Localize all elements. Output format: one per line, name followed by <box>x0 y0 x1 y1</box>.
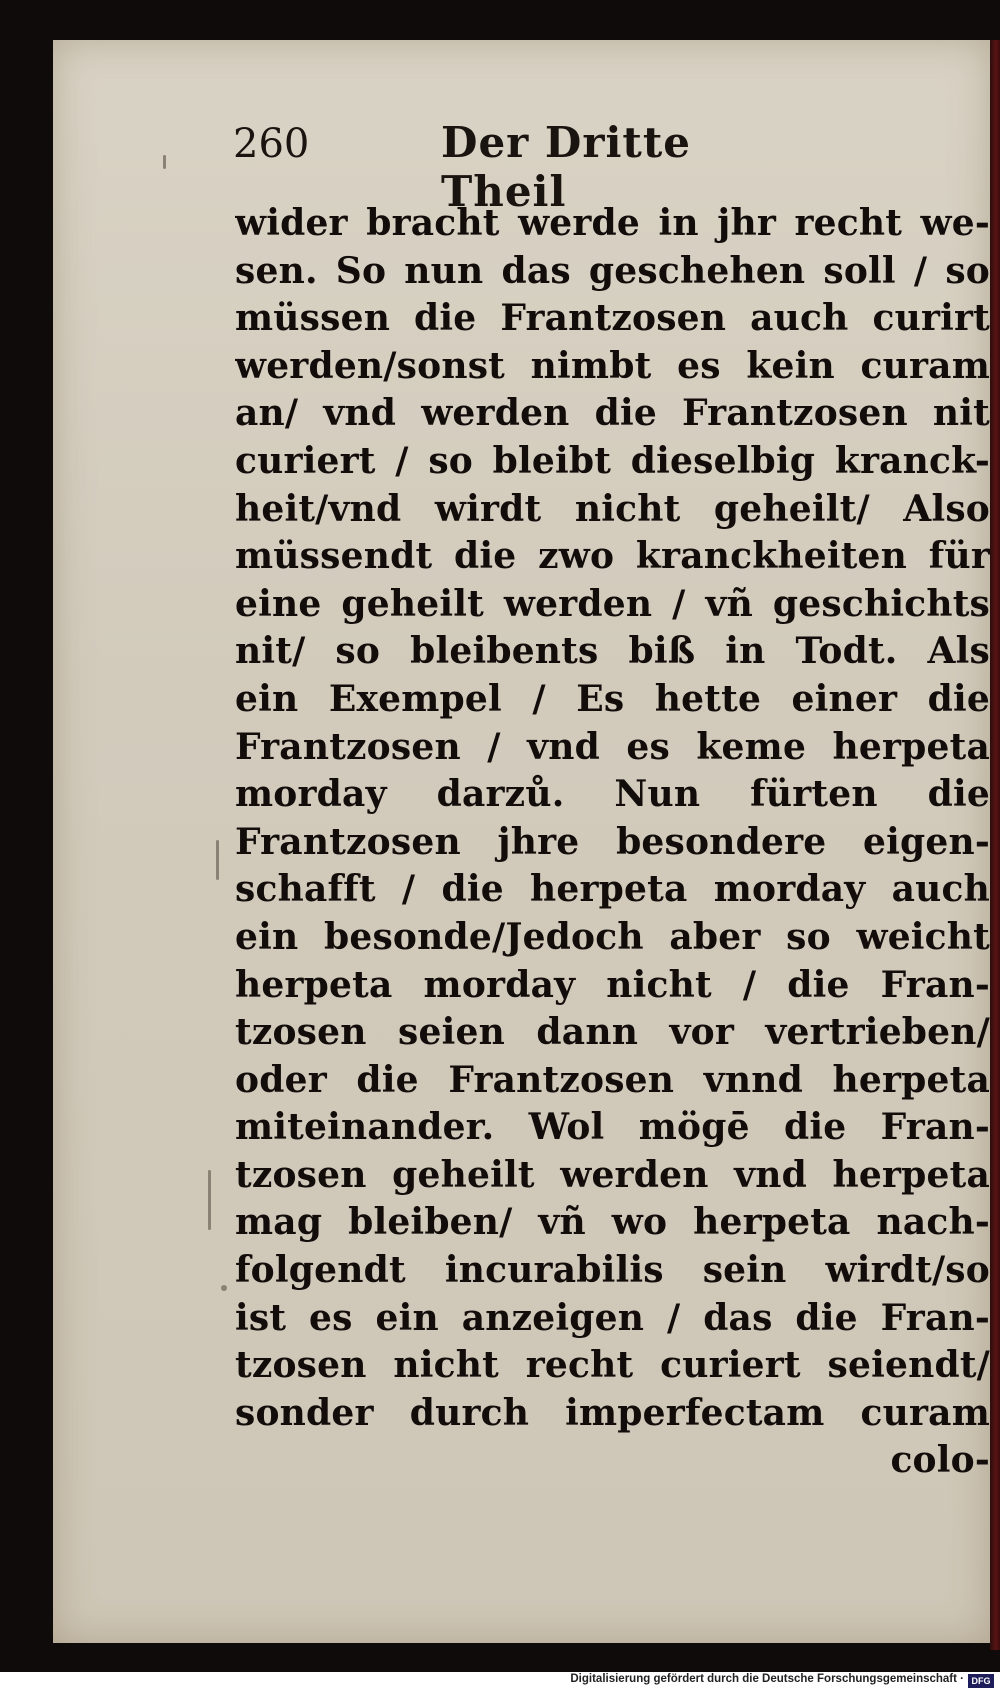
text-line: müssen die Frantzosen auch curirt <box>235 297 990 340</box>
page-number: 260 <box>233 121 310 167</box>
body-text <box>235 200 990 1485</box>
text-line: Frantzosen jhre besondere eigen- <box>235 820 990 863</box>
page-heading: Der Dritte Theil <box>441 118 691 216</box>
text-line: ist es ein anzeigen / das die Fran- <box>235 1296 990 1339</box>
footer-bar <box>0 1672 1000 1691</box>
text-line: sen. So nun das geschehen soll / so <box>235 249 990 292</box>
text-line: folgendt incurabilis sein wirdt/so <box>235 1249 990 1292</box>
running-head <box>233 118 793 216</box>
text-line: miteinander. Wol mögē die Fran- <box>235 1106 990 1149</box>
text-line: tzosen seien dann vor vertrieben/ <box>235 1011 990 1054</box>
text-line: curiert / so bleibt dieselbig kranck- <box>235 439 990 482</box>
text-line: müssendt die zwo kranckheiten für <box>235 535 990 578</box>
margin-mark <box>163 155 166 169</box>
text-line: werden/sonst nimbt es kein curam <box>235 344 990 387</box>
book-edge <box>990 40 1000 1650</box>
text-line: eine geheilt werden / vñ geschichts <box>235 582 990 625</box>
margin-mark <box>208 1170 211 1230</box>
book-page <box>53 40 990 1643</box>
margin-mark <box>216 840 219 880</box>
text-line: sonder durch imperfectam curam <box>235 1391 990 1434</box>
text-line: tzosen nicht recht curiert seiendt/ <box>235 1344 990 1387</box>
text-line: mag bleiben/ vñ wo herpeta nach- <box>235 1201 990 1244</box>
margin-mark <box>221 1285 227 1291</box>
text-line: schafft / die herpeta morday auch <box>235 868 990 911</box>
footer-credit: Digitalisierung gefördert durch die Deutsche Forschungsgemeinschaft · <box>570 1673 964 1685</box>
text-line: nit/ so bleibents biß in Todt. Als <box>235 630 990 673</box>
catchword: colo- <box>890 1439 990 1482</box>
text-line: ein Exempel / Es hette einer die <box>235 677 990 720</box>
text-line: wider bracht werde in jhr recht we- <box>235 202 990 244</box>
text-line: herpeta morday nicht / die Fran- <box>235 963 990 1006</box>
text-line: oder die Frantzosen vnnd herpeta <box>235 1058 990 1101</box>
text-line: an/ vnd werden die Frantzosen nit <box>235 392 990 435</box>
text-line: ein besonde/Jedoch aber so weicht <box>235 915 990 958</box>
text-line: Frantzosen / vnd es keme herpeta <box>235 725 990 768</box>
text-line: tzosen geheilt werden vnd herpeta <box>235 1153 990 1196</box>
text-line: morday darzů. Nun fürten die <box>235 773 990 816</box>
text-line: heit/vnd wirdt nicht geheilt/ Also <box>235 487 990 530</box>
dfg-logo-icon: DFG <box>968 1674 994 1688</box>
